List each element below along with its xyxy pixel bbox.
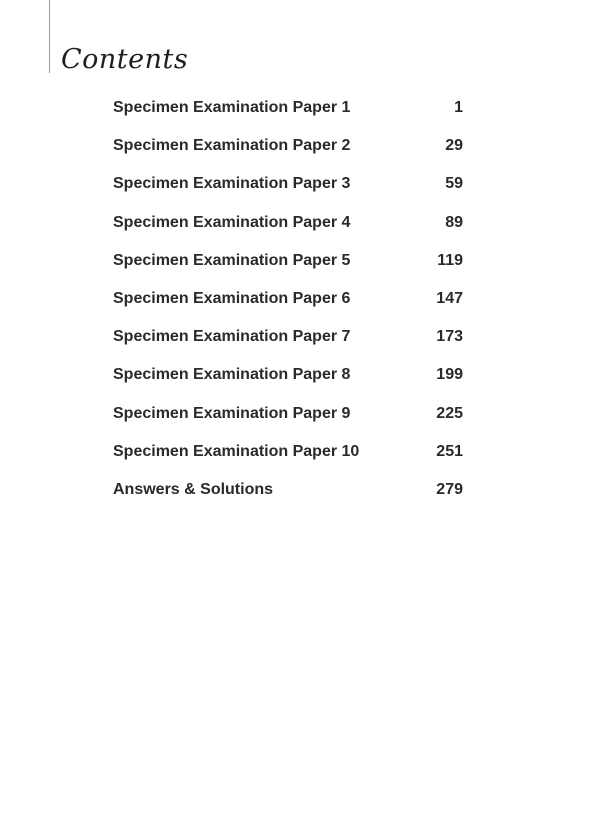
toc-entry-paper-2[interactable]	[113, 127, 463, 165]
toc-entry-paper-10[interactable]	[113, 433, 463, 471]
toc-entry-paper-4[interactable]	[113, 204, 463, 242]
toc-entry-label: Specimen Examination Paper 9	[113, 404, 351, 422]
toc-entry-label: Specimen Examination Paper 7	[113, 328, 351, 346]
toc-entry-label: Specimen Examination Paper 5	[113, 251, 351, 269]
toc-entry-paper-3[interactable]	[113, 165, 463, 203]
table-of-contents	[113, 89, 463, 509]
toc-entry-answers-solutions[interactable]	[113, 471, 463, 509]
toc-entry-paper-9[interactable]	[113, 395, 463, 433]
toc-entry-page-number: 225	[436, 404, 463, 422]
toc-entry-label: Specimen Examination Paper 4	[113, 213, 351, 231]
toc-entry-paper-8[interactable]	[113, 356, 463, 394]
toc-entry-label: Specimen Examination Paper 1	[113, 99, 351, 117]
toc-entry-page-number: 251	[436, 442, 463, 460]
toc-entry-label: Answers & Solutions	[113, 480, 274, 498]
toc-entry-page-number: 279	[436, 480, 463, 498]
toc-entry-page-number: 29	[445, 137, 463, 155]
toc-entry-page-number: 147	[436, 290, 463, 308]
toc-entry-paper-5[interactable]	[113, 242, 463, 280]
toc-entry-page-number: 119	[437, 251, 463, 269]
toc-entry-label: Specimen Examination Paper 3	[113, 175, 351, 193]
toc-entry-label: Specimen Examination Paper 6	[113, 290, 351, 308]
page-title: Contents	[61, 44, 189, 75]
toc-entry-page-number: 1	[454, 99, 463, 117]
toc-entry-paper-1[interactable]	[113, 89, 463, 127]
toc-entry-paper-6[interactable]	[113, 280, 463, 318]
toc-entry-label: Specimen Examination Paper 8	[113, 366, 351, 384]
toc-entry-label: Specimen Examination Paper 10	[113, 442, 360, 460]
toc-entry-label: Specimen Examination Paper 2	[113, 137, 351, 155]
toc-entry-page-number: 59	[445, 175, 463, 193]
margin-rule	[49, 0, 50, 73]
toc-entry-page-number: 173	[436, 328, 463, 346]
toc-entry-page-number: 89	[445, 213, 463, 231]
toc-entry-paper-7[interactable]	[113, 318, 463, 356]
toc-entry-page-number: 199	[436, 366, 463, 384]
